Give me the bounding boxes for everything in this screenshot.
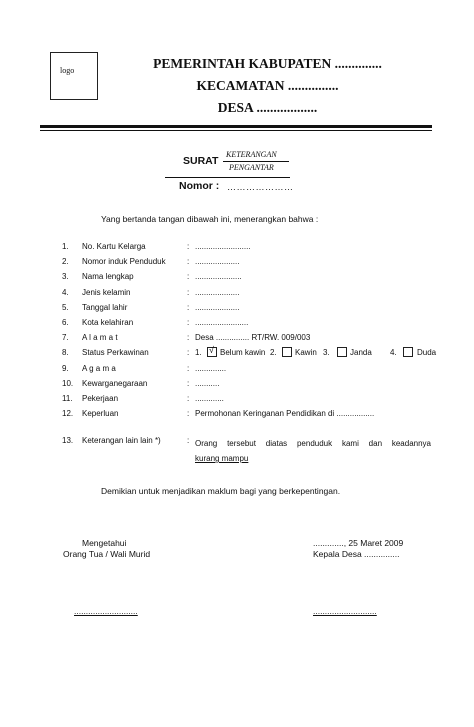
field-colon: : bbox=[187, 318, 190, 327]
signature-left-role: Orang Tua / Wali Murid bbox=[63, 549, 151, 559]
status-option-label: Kawin bbox=[295, 348, 317, 357]
status-option-label: Duda bbox=[417, 348, 437, 357]
status-option-number: 4. bbox=[390, 348, 397, 357]
field-label: Status Perkawinan bbox=[82, 348, 149, 357]
field-label: Keterangan lain lain *) bbox=[82, 436, 161, 445]
field-number: 9. bbox=[62, 364, 69, 373]
field-number: 10. bbox=[62, 379, 74, 388]
checkbox-belum-kawin[interactable] bbox=[207, 347, 217, 357]
field-row bbox=[62, 333, 442, 345]
status-option-number: 1. bbox=[195, 348, 202, 357]
checkbox-duda[interactable] bbox=[403, 347, 413, 357]
field-value: ............. bbox=[195, 394, 224, 403]
logo-box bbox=[50, 52, 98, 100]
marital-status-options bbox=[195, 345, 474, 360]
field-value: ..................... bbox=[195, 272, 242, 281]
field-label: Nomor induk Penduduk bbox=[82, 257, 166, 266]
signature-left-blank: ........................... bbox=[74, 606, 138, 616]
field-row bbox=[62, 318, 442, 330]
field-row bbox=[62, 242, 442, 254]
status-option-number: 2. bbox=[270, 348, 277, 357]
checkbox-janda[interactable] bbox=[337, 347, 347, 357]
status-option-number: 3. bbox=[323, 348, 330, 357]
fraction-divider bbox=[223, 161, 289, 162]
field-row bbox=[62, 303, 442, 315]
field-value: ......................... bbox=[195, 242, 251, 251]
field-number: 1. bbox=[62, 242, 69, 251]
nomor-value: ………………… bbox=[227, 182, 294, 192]
header-district: KECAMATAN ............... bbox=[196, 78, 339, 93]
field-colon: : bbox=[187, 394, 190, 403]
field-colon: : bbox=[187, 333, 190, 342]
signature-right-date: ............., 25 Maret 2009 bbox=[313, 538, 404, 548]
field-row bbox=[62, 409, 442, 421]
field-label: A g a m a bbox=[82, 364, 116, 373]
field-label: Nama lengkap bbox=[82, 272, 134, 281]
nomor-label: Nomor : bbox=[179, 180, 220, 192]
field-value: .................... bbox=[195, 257, 240, 266]
field-number: 7. bbox=[62, 333, 69, 342]
field-colon: : bbox=[187, 288, 190, 297]
logo-placeholder-text: logo bbox=[60, 66, 75, 75]
field-colon: : bbox=[187, 303, 190, 312]
keterangan-line-2: kurang mampu bbox=[195, 454, 249, 463]
title-underline bbox=[165, 177, 290, 178]
field-number: 12. bbox=[62, 409, 74, 418]
field-number: 11. bbox=[62, 394, 73, 403]
keterangan-line-1: Orang tersebut diatas penduduk kami dan keadannya bbox=[195, 439, 431, 448]
checkbox-kawin[interactable] bbox=[282, 347, 292, 357]
field-colon: : bbox=[187, 242, 190, 251]
field-value: .............. bbox=[195, 364, 227, 373]
field-colon: : bbox=[187, 379, 190, 388]
field-label: Jenis kelamin bbox=[82, 288, 131, 297]
field-value: .................... bbox=[195, 303, 240, 312]
field-number: 2. bbox=[62, 257, 69, 266]
intro-text: Yang bertanda tangan dibawah ini, menerangkan bahwa : bbox=[101, 214, 319, 224]
status-option-label: Belum kawin bbox=[220, 348, 266, 357]
field-value: Permohonan Keringanan Pendidikan di ................. bbox=[195, 409, 375, 418]
keterangan-text bbox=[195, 436, 431, 466]
closing-text: Demikian untuk menjadikan maklum bagi yang berkepentingan. bbox=[101, 486, 341, 496]
field-label: Kota kelahiran bbox=[82, 318, 134, 327]
field-label: Pekerjaan bbox=[82, 394, 119, 403]
field-row bbox=[62, 272, 442, 284]
field-row bbox=[62, 364, 442, 376]
signature-left-title: Mengetahui bbox=[82, 538, 127, 548]
field-row bbox=[62, 257, 442, 269]
header-rule-thick bbox=[40, 125, 432, 128]
field-label: No. Kartu Kelarga bbox=[82, 242, 146, 251]
field-label: A l a m a t bbox=[82, 333, 118, 342]
field-colon: : bbox=[187, 364, 190, 373]
header-village: DESA .................. bbox=[217, 100, 318, 115]
header-rule-thin bbox=[40, 130, 432, 131]
header-government: PEMERINTAH KABUPATEN .............. bbox=[153, 56, 382, 71]
field-number: 8. bbox=[62, 348, 69, 357]
field-colon: : bbox=[187, 272, 190, 281]
field-number: 13. bbox=[62, 436, 74, 445]
field-number: 6. bbox=[62, 318, 69, 327]
field-label: Kewarganegaraan bbox=[82, 379, 148, 388]
status-option-label: Janda bbox=[350, 348, 372, 357]
field-label: Tanggal lahir bbox=[82, 303, 128, 312]
field-value: ........................ bbox=[195, 318, 249, 327]
signature-right-role: Kepala Desa ............... bbox=[313, 549, 400, 559]
check-mark-icon: √ bbox=[209, 345, 214, 355]
field-number: 5. bbox=[62, 303, 69, 312]
field-value: Desa ............... RT/RW. 009/003 bbox=[195, 333, 311, 342]
field-colon: : bbox=[187, 436, 190, 445]
field-row bbox=[62, 394, 442, 406]
field-row bbox=[62, 379, 442, 391]
field-colon: : bbox=[187, 348, 190, 357]
field-value: .................... bbox=[195, 288, 240, 297]
field-colon: : bbox=[187, 409, 190, 418]
field-number: 3. bbox=[62, 272, 69, 281]
doc-title-pengantar: PENGANTAR bbox=[229, 163, 274, 172]
doc-title-keterangan: KETERANGAN bbox=[226, 150, 277, 159]
field-row bbox=[62, 288, 442, 300]
field-number: 4. bbox=[62, 288, 69, 297]
field-label: Keperluan bbox=[82, 409, 119, 418]
doc-title-surat: SURAT bbox=[183, 155, 219, 167]
signature-right-blank: ........................... bbox=[313, 606, 377, 616]
field-value: ........... bbox=[195, 379, 220, 388]
field-colon: : bbox=[187, 257, 190, 266]
field-row-status bbox=[62, 345, 442, 360]
